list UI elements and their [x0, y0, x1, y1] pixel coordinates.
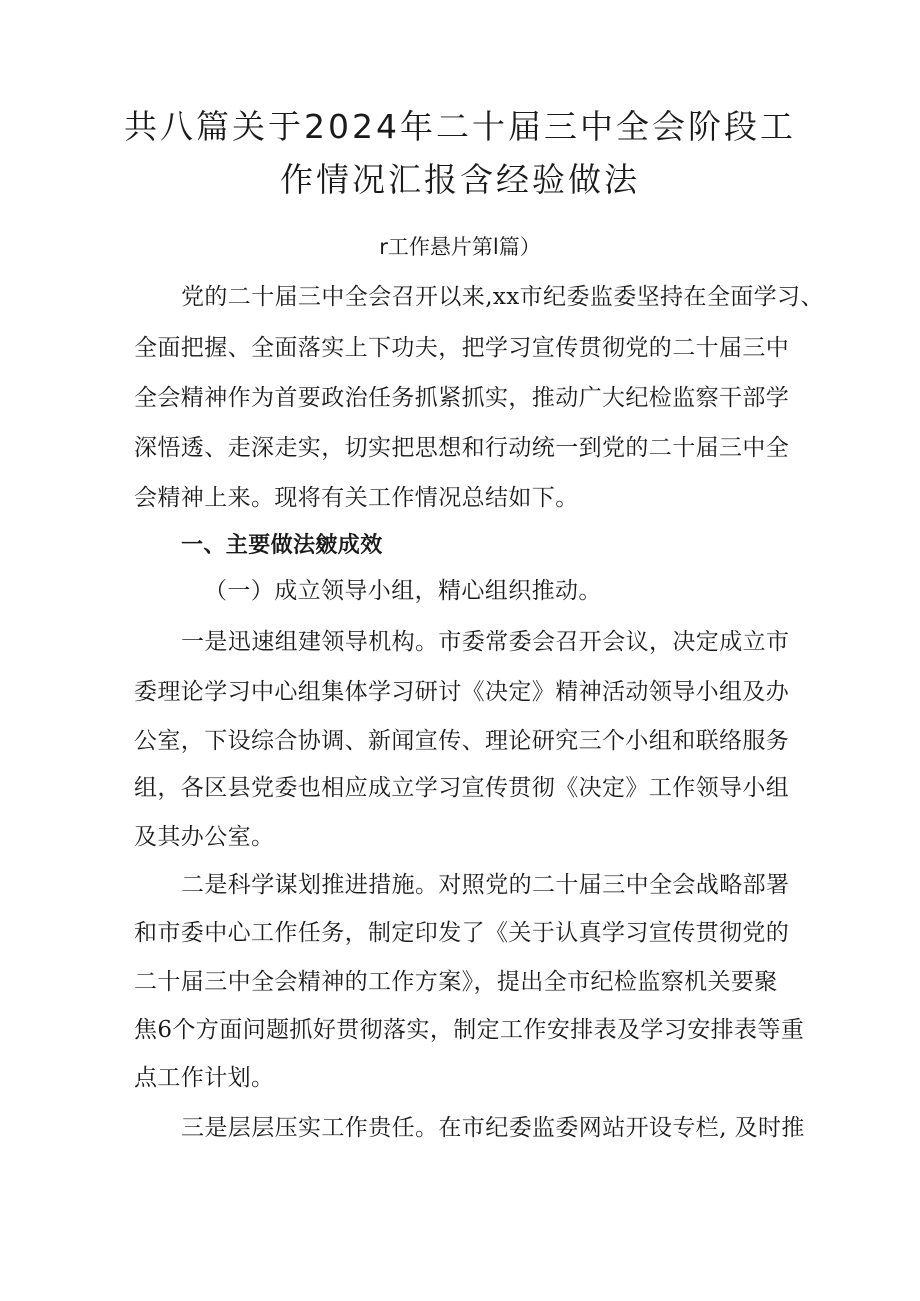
document-title-line-1: 共八篇关于2024年二十届三中全会阶段工: [124, 107, 796, 146]
paragraph-line: 三是层层压实工作贵任。在市纪委监委网站开设专栏, 及时推: [181, 1115, 805, 1141]
paragraph-line: 委理论学习中心组集体学习研讨《决定》精神活动领导小组及办: [134, 679, 790, 705]
paragraph-line: 深悟透、走深走实，切实把思想和行动统一到党的二十届三中全: [134, 435, 790, 461]
paragraph-line: 党的二十届三中全会召开以来,xx市纪委监委坚持在全面学习、: [181, 284, 824, 310]
paragraph-line: 二是科学谋划推进措施。对照党的二十届三中全会战略部署: [181, 872, 790, 898]
section-heading: 一、主要做法皴成效: [181, 533, 383, 558]
subsection-heading: （一）成立领导小组，精心组织推动。: [204, 578, 602, 604]
paragraph-line: 全会精神作为首要政治任务抓紧抓实，推动广大纪检监察干部学: [134, 385, 790, 411]
paragraph-line: 公室，下设综合协调、新闻宣传、理论研究三个小组和联络服务: [134, 728, 790, 754]
paragraph-line: 焦6个方面问题抓好贯彻落实，制定工作安排表及学习安排表等重: [134, 1017, 805, 1043]
document-title-line-2: 作情况汇报含经验做法: [280, 160, 640, 199]
paragraph-line: 一是迅速组建领导机构。市委常委会召开会议，决定成立市: [181, 629, 790, 655]
paragraph-line: 组，各区县党委也相应成立学习宣传贯彻《决定》工作领导小组: [134, 775, 790, 801]
paragraph-line: 点工作计划。: [134, 1065, 275, 1091]
document-subtitle: r工作悬片第l篇）: [379, 235, 541, 259]
paragraph-line: 全面把握、全面落实上下功夫，把学习宣传贯彻党的二十届三中: [134, 335, 790, 361]
paragraph-line: 二十届三中全会精神的工作方案》，提出全市纪检监察机关要聚: [134, 969, 778, 995]
paragraph-line: 会精神上来。现将有关工作情况总结如下。: [134, 485, 579, 511]
paragraph-line: 和市委中心工作任务，制定印发了《关于认真学习宣传贯彻党的: [134, 920, 790, 946]
paragraph-line: 及其办公室。: [134, 824, 275, 850]
